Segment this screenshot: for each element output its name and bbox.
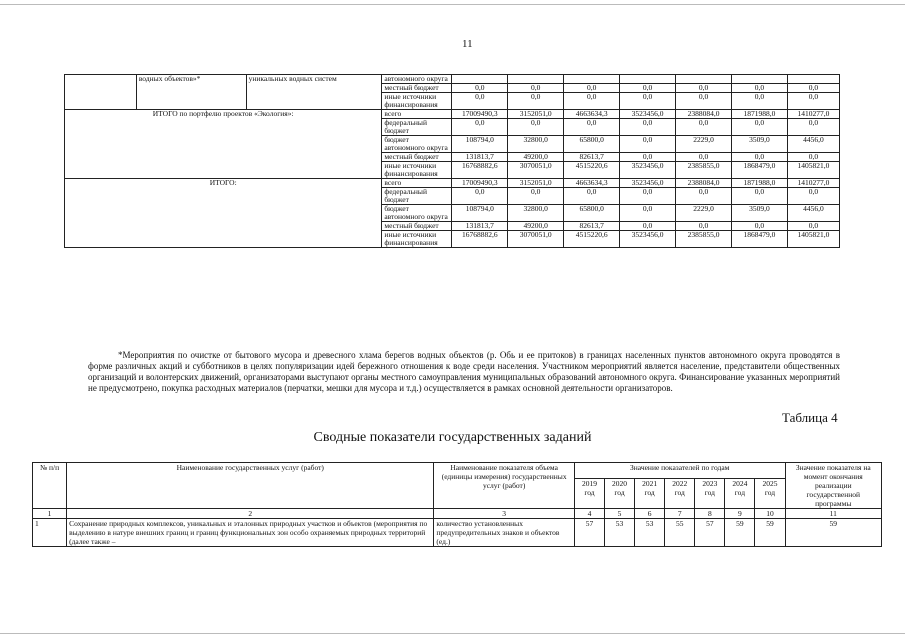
table-label: Таблица 4 — [782, 410, 838, 425]
col-number: 6 — [635, 509, 665, 519]
amount-cell: 0,0 — [452, 93, 508, 110]
header-final-value: Значение показателя на момент окончания реализации государственной программы — [785, 463, 881, 509]
amount-cell: 0,0 — [676, 153, 732, 162]
amount-cell: 0,0 — [620, 222, 676, 231]
amount-cell: 0,0 — [787, 84, 839, 93]
indent-cell — [65, 75, 137, 110]
amount-cell: 17009490,3 — [452, 110, 508, 119]
amount-cell: 0,0 — [508, 93, 564, 110]
amount-cell: 3152051,0 — [508, 110, 564, 119]
amount-cell: 1410277,0 — [787, 179, 839, 188]
amount-cell: 3523456,0 — [620, 162, 676, 179]
project-name-cell: водных объектов»* — [136, 75, 246, 110]
amount-cell: 3509,0 — [732, 205, 788, 222]
amount-cell: 3523456,0 — [620, 179, 676, 188]
col-number: 1 — [33, 509, 67, 519]
col-number: 3 — [434, 509, 574, 519]
funding-source: бюджет автономного округа — [382, 136, 452, 153]
amount-cell: 0,0 — [676, 93, 732, 110]
funding-source: всего — [382, 110, 452, 119]
funding-source: местный бюджет — [382, 84, 452, 93]
amount-cell: 0,0 — [620, 205, 676, 222]
row-value: 59 — [725, 519, 755, 547]
row-value: 57 — [574, 519, 604, 547]
amount-cell: 1405821,0 — [787, 162, 839, 179]
amount-cell: 32800,0 — [508, 205, 564, 222]
header-num: № п/п — [33, 463, 67, 509]
footnote: *Мероприятия по очистке от бытового мусора и древесного хлама берегов водных объектов (р. Обь и ее притоков) в границах населенных пунктов автономного округа проводятся в форме различных акций и субботников в целях популяризации идей бережного отношения к воде среди населения. Участником мероприятий является население, представители общественных организаций и волонтерских движений, организаторами выступают органы местного самоуправления муниципальных образований автономного округа. Финансирование указанных мероприятий не предусмотрено, покупка расходных материалов (перчатки, мешки для мусора и т.д.) осуществляется в рамках основной деятельности организаторов. — [88, 350, 840, 393]
amount-cell: 0,0 — [732, 222, 788, 231]
state-tasks-table — [32, 462, 882, 547]
amount-cell: 3523456,0 — [620, 110, 676, 119]
amount-cell: 0,0 — [508, 84, 564, 93]
amount-cell: 82613,7 — [564, 222, 620, 231]
funding-source: федеральный бюджет — [382, 119, 452, 136]
amount-cell: 131813,7 — [452, 222, 508, 231]
amount-cell: 0,0 — [620, 93, 676, 110]
column-number-row — [33, 509, 882, 519]
amount-cell: 2385855,0 — [676, 162, 732, 179]
year-cell: 2019 год — [574, 478, 604, 508]
year-cell: 2021 год — [635, 478, 665, 508]
row-value: 59 — [755, 519, 785, 547]
row-value: 53 — [604, 519, 634, 547]
amount-cell: 131813,7 — [452, 153, 508, 162]
col-number: 9 — [725, 509, 755, 519]
amount-cell: 65800,0 — [564, 205, 620, 222]
amount-cell: 2385855,0 — [676, 231, 732, 248]
amount-cell: 0,0 — [452, 84, 508, 93]
page-number: 11 — [462, 38, 473, 50]
scan-edge-bottom — [0, 633, 905, 634]
col-number: 7 — [665, 509, 695, 519]
row-num: 1 — [33, 519, 67, 547]
amount-cell: 4663634,3 — [564, 110, 620, 119]
amount-cell: 0,0 — [620, 153, 676, 162]
amount-cell: 1868479,0 — [732, 231, 788, 248]
amount-cell: 1868479,0 — [732, 162, 788, 179]
amount-cell: 0,0 — [564, 93, 620, 110]
funding-source: иные источники финансирования — [382, 162, 452, 179]
amount-cell: 0,0 — [787, 119, 839, 136]
amount-cell: 0,0 — [564, 188, 620, 205]
col-number: 8 — [695, 509, 725, 519]
header-values-by-year: Значение показателей по годам — [574, 463, 785, 479]
year-cell: 2020 год — [604, 478, 634, 508]
table-title: Сводные показатели государственных заданий — [313, 430, 592, 445]
table-header-row — [33, 463, 882, 479]
amount-cell: 0,0 — [787, 222, 839, 231]
col-number: 10 — [755, 509, 785, 519]
amount-cell: 32800,0 — [508, 136, 564, 153]
amount-cell: 0,0 — [452, 188, 508, 205]
amount-cell: 16768882,6 — [452, 162, 508, 179]
amount-cell: 0,0 — [564, 84, 620, 93]
amount-cell: 49200,0 — [508, 222, 564, 231]
amount-cell: 2229,0 — [676, 205, 732, 222]
row-final-value: 59 — [785, 519, 881, 547]
funding-source: местный бюджет — [382, 222, 452, 231]
amount-cell: 2388084,0 — [676, 179, 732, 188]
amount-cell: 0,0 — [787, 93, 839, 110]
row-value: 53 — [635, 519, 665, 547]
col-number: 4 — [574, 509, 604, 519]
amount-cell: 0,0 — [620, 188, 676, 205]
year-cell: 2022 год — [665, 478, 695, 508]
funding-source: иные источники финансирования — [382, 93, 452, 110]
amount-cell: 0,0 — [787, 188, 839, 205]
amount-cell: 2229,0 — [676, 136, 732, 153]
table-row — [65, 179, 840, 188]
year-cell: 2023 год — [695, 478, 725, 508]
row-indicator: количество установленных предупредительных знаков и объектов (ед.) — [434, 519, 574, 547]
row-value: 57 — [695, 519, 725, 547]
table-row — [65, 75, 840, 84]
amount-cell: 16768882,6 — [452, 231, 508, 248]
amount-cell: 0,0 — [732, 84, 788, 93]
amount-cell: 0,0 — [620, 119, 676, 136]
year-cell: 2025 год — [755, 478, 785, 508]
amount-cell: 0,0 — [787, 153, 839, 162]
amount-cell: 108794,0 — [452, 205, 508, 222]
funding-source: местный бюджет — [382, 153, 452, 162]
amount-cell: 0,0 — [676, 188, 732, 205]
funding-source: автономного округа — [382, 75, 452, 84]
amount-cell: 0,0 — [564, 119, 620, 136]
objective-cell: уникальных водных систем — [246, 75, 382, 110]
funding-source: федеральный бюджет — [382, 188, 452, 205]
amount-cell: 4456,0 — [787, 205, 839, 222]
col-number: 5 — [604, 509, 634, 519]
funding-source: бюджет автономного округа — [382, 205, 452, 222]
amount-cell: 0,0 — [676, 84, 732, 93]
col-number: 11 — [785, 509, 881, 519]
amount-cell: 1410277,0 — [787, 110, 839, 119]
amount-cell: 0,0 — [732, 93, 788, 110]
amount-cell: 3070051,0 — [508, 231, 564, 248]
row-service-name: Сохранение природных комплексов, уникальных и эталонных природных участков и объектов (мероприятия по выделению в натуре внешних границ и границ функциональных зон особо охраняемых природных территорий (далее также – — [67, 519, 434, 547]
amount-cell: 4663634,3 — [564, 179, 620, 188]
header-service-name: Наименование государственных услуг (работ) — [67, 463, 434, 509]
amount-cell: 17009490,3 — [452, 179, 508, 188]
col-number: 2 — [67, 509, 434, 519]
header-indicator: Наименование показателя объема (единицы измерения) государственных услуг (работ) — [434, 463, 574, 509]
amount-cell: 0,0 — [508, 119, 564, 136]
amount-cell: 0,0 — [452, 119, 508, 136]
table-row — [65, 110, 840, 119]
amount-cell: 65800,0 — [564, 136, 620, 153]
amount-cell: 2388084,0 — [676, 110, 732, 119]
amount-cell: 0,0 — [676, 119, 732, 136]
amount-cell: 0,0 — [508, 188, 564, 205]
amount-cell: 0,0 — [732, 153, 788, 162]
amount-cell: 0,0 — [676, 222, 732, 231]
table-row — [33, 519, 882, 547]
scan-edge-top — [0, 4, 905, 5]
year-cell: 2024 год — [725, 478, 755, 508]
amount-cell: 3152051,0 — [508, 179, 564, 188]
amount-cell: 4456,0 — [787, 136, 839, 153]
amount-cell: 3523456,0 — [620, 231, 676, 248]
group1-total-label: ИТОГО по портфелю проектов «Экология»: — [65, 110, 382, 179]
amount-cell: 1871988,0 — [732, 179, 788, 188]
funding-source: всего — [382, 179, 452, 188]
amount-cell: 0,0 — [620, 84, 676, 93]
amount-cell: 49200,0 — [508, 153, 564, 162]
amount-cell: 3509,0 — [732, 136, 788, 153]
amount-cell: 0,0 — [620, 136, 676, 153]
amount-cell: 1405821,0 — [787, 231, 839, 248]
amount-cell: 0,0 — [732, 119, 788, 136]
amount-cell: 3070051,0 — [508, 162, 564, 179]
row-value: 55 — [665, 519, 695, 547]
group2-total-label: ИТОГО: — [65, 179, 382, 248]
financing-table — [64, 74, 840, 248]
amount-cell: 108794,0 — [452, 136, 508, 153]
amount-cell: 4515220,6 — [564, 162, 620, 179]
amount-cell: 1871988,0 — [732, 110, 788, 119]
funding-source: иные источники финансирования — [382, 231, 452, 248]
amount-cell: 82613,7 — [564, 153, 620, 162]
amount-cell: 0,0 — [732, 188, 788, 205]
amount-cell: 4515220,6 — [564, 231, 620, 248]
